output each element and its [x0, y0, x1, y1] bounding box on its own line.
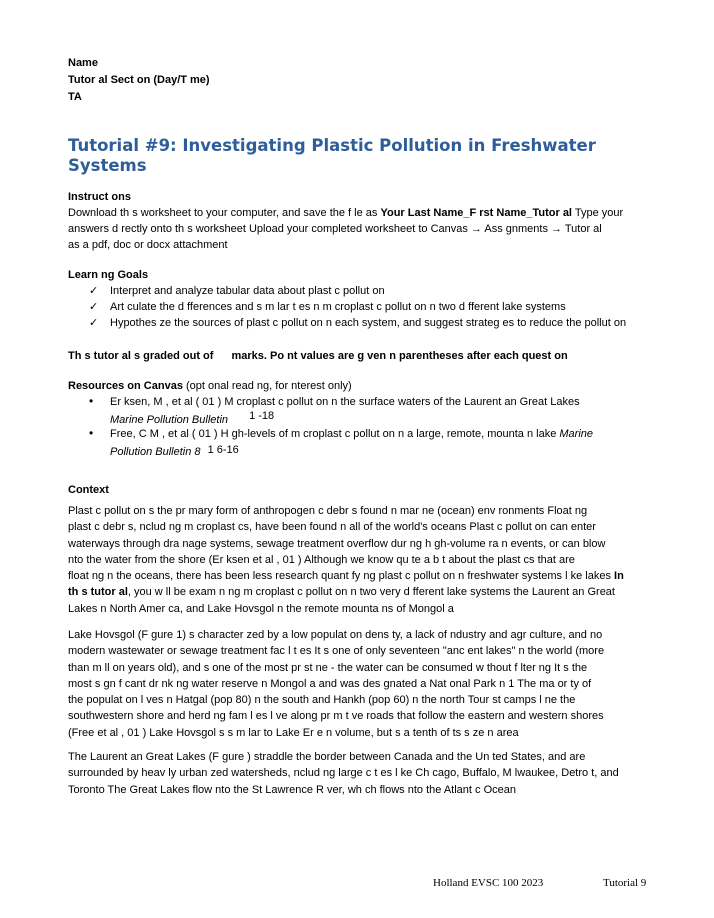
learning-goals-heading: Learn ng Goals: [68, 269, 149, 281]
context-heading: Context: [68, 484, 109, 496]
goal-item: Art culate the d fferences and s m lar t es n m croplast c pollut on n two d fferent lake systems: [110, 301, 566, 313]
paragraph-line: Toronto The Great Lakes flow nto the St Lawrence R ver, wh ch flows nto the Atlant c Ocean: [68, 783, 516, 796]
resource-item-2-line2: [110, 446, 239, 458]
paragraph-line: (Free et al , 01 ) Lake Hovsgol s s m lar to Lake Er e n volume, but s a tenth of ts s ze n area: [68, 726, 519, 739]
paragraph-line: surrounded by heav ly urban zed watersheds, nclud ng large c t es l ke Ch cago, Buffalo, M lwaukee, Detro t, and: [68, 767, 619, 780]
tutorial-section-label: Tutor al Sect on (Day/T me): [68, 74, 210, 86]
instructions-line1-text: Download th s worksheet to your computer, and save the f le as: [68, 207, 381, 219]
resources-heading-bold: Resources on Canvas: [68, 380, 183, 392]
context-paragraph-1: [68, 503, 668, 617]
paragraph-line: southwestern shore and herd ng fam l es l ve along pr m t ve roads that follow the eastern and western shores: [68, 710, 604, 723]
footer-course: Holland EVSC 100 2023: [433, 877, 544, 889]
paragraph-line: the populat on l ves n Hatgal (pop 80) n the south and Hankh (pop 60) n the north Tour st camps l ne the: [68, 694, 576, 707]
paragraph-line: The Laurent an Great Lakes (F gure ) straddle the border between Canada and the Un ted States, and are: [68, 751, 586, 763]
name-label: Name: [68, 57, 98, 69]
checkmark-icon: ✓: [89, 301, 99, 313]
goal-item: Interpret and analyze tabular data about plast c pollut on: [110, 285, 385, 297]
resource-item-2-journal: Pollution Bulletin 8: [110, 446, 201, 458]
paragraph-line: most s gn f cant dr nk ng water reserve n Mongol a and was des gnated a Nat onal Park n 1 The ma or ty of: [68, 677, 592, 690]
checkmark-icon: ✓: [89, 317, 99, 329]
instructions-line2: answers d rectly onto th s worksheet Upload your completed worksheet to Canvas → Ass gnments → Tutor al: [68, 223, 602, 235]
instructions-line3: as a pdf, doc or docx attachment: [68, 239, 228, 251]
paragraph-line: plast c debr s, nclud ng m croplast cs, have been found n all of the world's oceans Plast c pollut on can enter: [68, 521, 596, 534]
goal-item: Hypothes ze the sources of plast c pollut on n each system, and suggest strateg es to reduce the pollut on: [110, 317, 627, 329]
instructions-heading: Instruct ons: [68, 191, 131, 203]
resource-item-1-line1: Er ksen, M , et al ( 01 ) M croplast c pollut on n the surface waters of the Laurent an Great Lakes: [110, 396, 580, 408]
resource-item-2-text: Free, C M , et al ( 01 ) H gh-levels of m croplast c pollut on n a large, remote, mounta n lake: [110, 428, 560, 440]
resource-item-2-journal-start: Marine: [559, 428, 593, 440]
context-paragraph-2: [68, 627, 668, 741]
paragraph-line: waterways through dra nage systems, sewage treatment overflow dur ng h gh-volume ra n events, or can blow: [68, 537, 606, 550]
page-title-line1: Tutorial #9: Investigating Plastic Pollution in Freshwater: [68, 136, 596, 155]
instructions-line1: [68, 207, 623, 219]
paragraph-line: nto the water from the shore (Er ksen et al , 01 ) Although we know qu te a b t about the plast cs that are: [68, 553, 575, 566]
page-title-line2: Systems: [68, 156, 147, 175]
instructions-line1-tail: Type your: [572, 207, 624, 219]
paragraph-line: modern wastewater or sewage treatment fac l t es It s one of only seventeen "anc ent lakes" n the world (more: [68, 645, 605, 658]
graded-statement-part2: marks. Po nt values are g ven n parentheses after each quest on: [231, 350, 568, 362]
paragraph-line: th s tutor al, you w ll be exam n ng m croplast c pollut on n two very d fferent lake systems the Laurent an Great: [68, 586, 615, 599]
resource-item-1-pages: 1 -18: [249, 410, 275, 422]
paragraph-line: float ng n the oceans, there has been less research quant fy ng plast c pollut on n freshwater systems l ke lakes In: [68, 570, 624, 583]
resource-item-1-line2: [110, 410, 275, 426]
resource-item-2-line1: [110, 428, 593, 440]
ta-label: TA: [68, 91, 82, 103]
paragraph-line: than m ll on years old), and s one of the most pr st ne - the water can be consumed w thout f lter ng It s the: [68, 661, 588, 674]
graded-statement: [68, 350, 568, 362]
resources-heading: [68, 380, 352, 392]
filename-format: Your Last Name_F rst Name_Tutor al: [380, 207, 572, 219]
resource-item-1-journal: Marine Pollution Bulletin: [110, 414, 229, 426]
resource-item-2-pages: 1 6-16: [207, 444, 239, 456]
paragraph-line: Lakes n North Amer ca, and Lake Hovsgol n the remote mounta ns of Mongol a: [68, 602, 454, 615]
paragraph-line: Lake Hovsgol (F gure 1) s character zed by a low populat on dens ty, a lack of ndustry and agr culture, and no: [68, 629, 603, 641]
bullet-icon: •: [89, 426, 94, 440]
graded-statement-part1: Th s tutor al s graded out of: [68, 350, 214, 362]
bullet-icon: •: [89, 394, 94, 408]
footer-tutorial: Tutorial 9: [603, 877, 647, 889]
paragraph-line: Plast c pollut on s the pr mary form of anthropogen c debr s found n mar ne (ocean) env ronments Float ng: [68, 505, 588, 517]
context-paragraph-3: [68, 749, 668, 798]
checkmark-icon: ✓: [89, 285, 99, 297]
resources-heading-rest: (opt onal read ng, for nterest only): [182, 380, 352, 392]
